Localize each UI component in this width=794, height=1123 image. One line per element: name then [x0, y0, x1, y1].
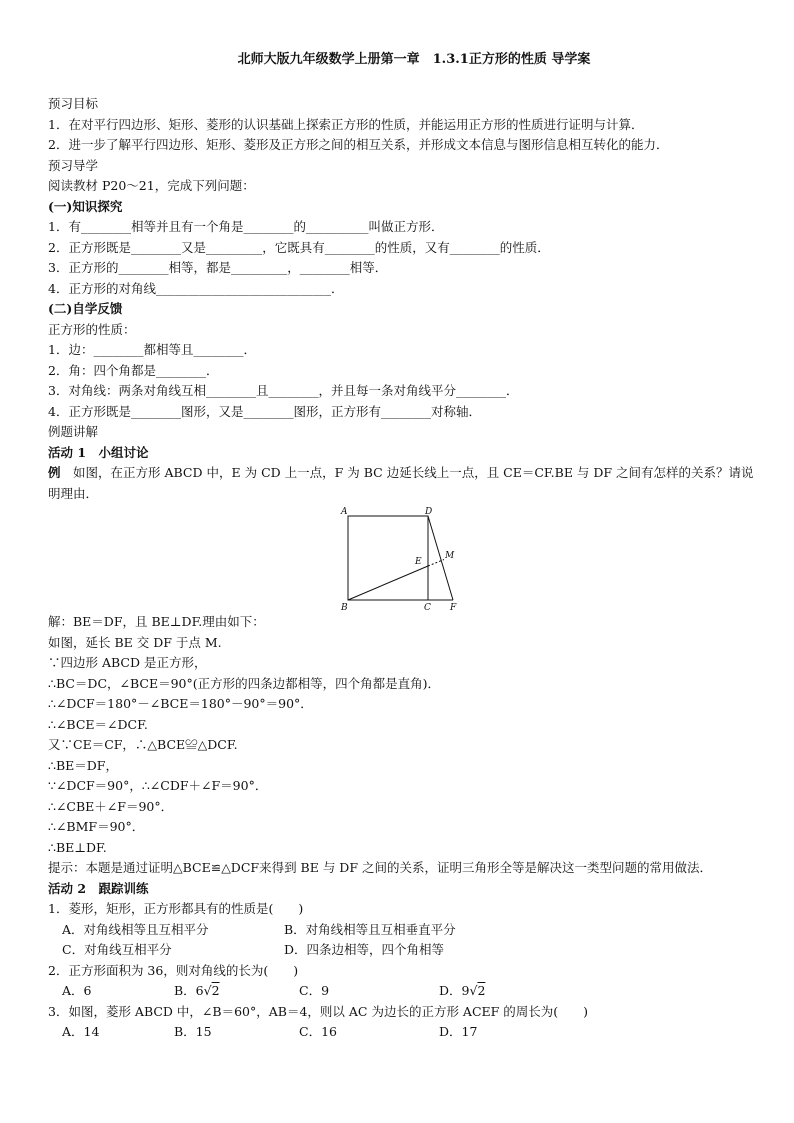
feedback-item: 2．角：四个角都是________．	[48, 362, 219, 378]
solution-line: ∴∠BCE＝∠DCF.	[48, 716, 148, 732]
q3-option-b: B．15	[174, 1024, 212, 1039]
feedback-item: 4．正方形既是________图形，又是________图形，正方形有________对称轴．	[48, 403, 481, 419]
solution-line: 又∵CE＝CF，∴△BCE≌△DCF.	[48, 737, 238, 752]
solution-line: ∵∠DCF＝90°，∴∠CDF＋∠F＝90°．	[48, 778, 268, 793]
example-text: 如图，在正方形 ABCD 中，E 为 CD 上一点，F 为 BC 边延长线上一点，且 CE＝CF.BE 与 DF 之间有怎样的关系？请说明理由．	[48, 465, 754, 501]
question-2-choices	[48, 981, 760, 1002]
question-3-stem: 3．如图，菱形 ABCD 中，∠B＝60°，AB＝4，则以 AC 为边长的正方形 ACEF 的周长为( )	[48, 1003, 589, 1019]
solution-line: ∴BE＝DF，	[48, 757, 118, 773]
preview-goal-item: 2．进一步了解平行四边形、矩形、菱形及正方形之间的相互关系，并形成文本信息与图形信息相互转化的能力．	[48, 137, 669, 152]
question-2-stem: 2．正方形面积为 36，则对角线的长为( )	[48, 962, 299, 978]
sqrt-symbol: √	[469, 983, 478, 998]
q3-option-c: C．16	[299, 1024, 337, 1039]
section-feedback-title: (二)自学反馈	[48, 301, 123, 316]
preview-goal-heading: 预习目标	[48, 96, 99, 111]
activity1-title: 活动 1 小组讨论	[48, 444, 149, 460]
square-diagram	[338, 504, 468, 612]
q2-option-d: D．9√2	[439, 981, 485, 1002]
knowledge-item: 2．正方形既是________又是_________，它既具有________的性质，又有________的性质．	[48, 239, 550, 255]
knowledge-item: 3．正方形的________相等，都是_________，________相等．	[48, 260, 388, 275]
activity2-title: 活动 2 跟踪训练	[48, 880, 149, 896]
label-f: F	[450, 603, 457, 612]
solution-line: ∴∠DCF＝180°－∠BCE＝180°－90°＝90°．	[48, 696, 313, 711]
q1-option-d: D．四条边相等，四个角相等	[284, 942, 445, 957]
solution-line: ∵四边形 ABCD 是正方形，	[48, 655, 207, 670]
q1-option-c: C．对角线互相平分	[62, 942, 172, 957]
q1-option-a: A．对角线相等且互相平分	[62, 921, 209, 937]
feedback-item: 3．对角线：两条对角线互相________且________，并且每一条对角线平分________．	[48, 383, 519, 398]
q2-option-b: B．6√2	[174, 981, 299, 1002]
q1-option-b: B．对角线相等且互相垂直平分	[284, 921, 456, 937]
preview-guide-intro: 阅读教材 P20～21，完成下列问题：	[48, 178, 255, 193]
preview-goal-item: 1．在对平行四边形、矩形、菱形的认识基础上探索正方形的性质，并能运用正方形的性质进行证明与计算．	[48, 116, 644, 132]
feedback-item: 1．边：________都相等且________．	[48, 342, 256, 357]
knowledge-item: 1．有________相等并且有一个角是________的__________叫做正方形．	[48, 219, 444, 234]
q3-option-a: A．14	[62, 1024, 100, 1039]
line-be	[348, 566, 428, 600]
solution-line: 如图，延长 BE 交 DF 于点 M.	[48, 634, 222, 650]
label-e: E	[415, 557, 422, 567]
page-title: 北师大版九年级数学上册第一章 1.3.1正方形的性质 导学案	[237, 52, 591, 67]
feedback-intro: 正方形的性质：	[48, 321, 136, 337]
section-knowledge-title: (一)知识探究	[48, 198, 123, 214]
q2-option-c: C．9	[299, 983, 330, 998]
solution-line: ∴BC＝DC，∠BCE＝90°(正方形的四条边都相等，四个角都是直角)．	[48, 675, 441, 691]
question-3-choices	[48, 1022, 760, 1043]
square-figure	[48, 504, 760, 612]
label-a: A	[341, 507, 348, 517]
sqrt-symbol: √	[203, 983, 212, 998]
solution-line: 解：BE＝DF，且 BE⊥DF.理由如下：	[48, 614, 265, 629]
preview-guide-heading: 预习导学	[48, 157, 99, 173]
solution-hint: 提示：本题是通过证明△BCE≌△DCF来得到 BE 与 DF 之间的关系，证明三角形全等是解决这一类型问题的常用做法．	[48, 860, 712, 875]
solution-line: ∴∠BMF＝90°．	[48, 819, 145, 834]
example-problem	[48, 463, 760, 504]
label-m: M	[445, 551, 455, 561]
solution-line: ∴BE⊥DF.	[48, 839, 107, 855]
question-1-stem: 1．菱形，矩形，正方形都具有的性质是( )	[48, 901, 304, 916]
knowledge-item: 4．正方形的对角线____________________________．	[48, 280, 344, 296]
example-label: 例	[48, 465, 61, 480]
question-1-choices-row1	[48, 920, 760, 941]
label-c: C	[424, 603, 431, 612]
examples-heading: 例题讲解	[48, 424, 99, 439]
worksheet-page	[48, 50, 760, 1043]
question-1-choices-row2	[48, 940, 760, 961]
label-d: D	[425, 507, 433, 517]
q3-option-d: D．17	[439, 1024, 478, 1039]
q2-option-a: A．6	[62, 983, 92, 998]
solution-line: ∴∠CBE＋∠F＝90°．	[48, 798, 174, 814]
label-b: B	[341, 603, 348, 612]
